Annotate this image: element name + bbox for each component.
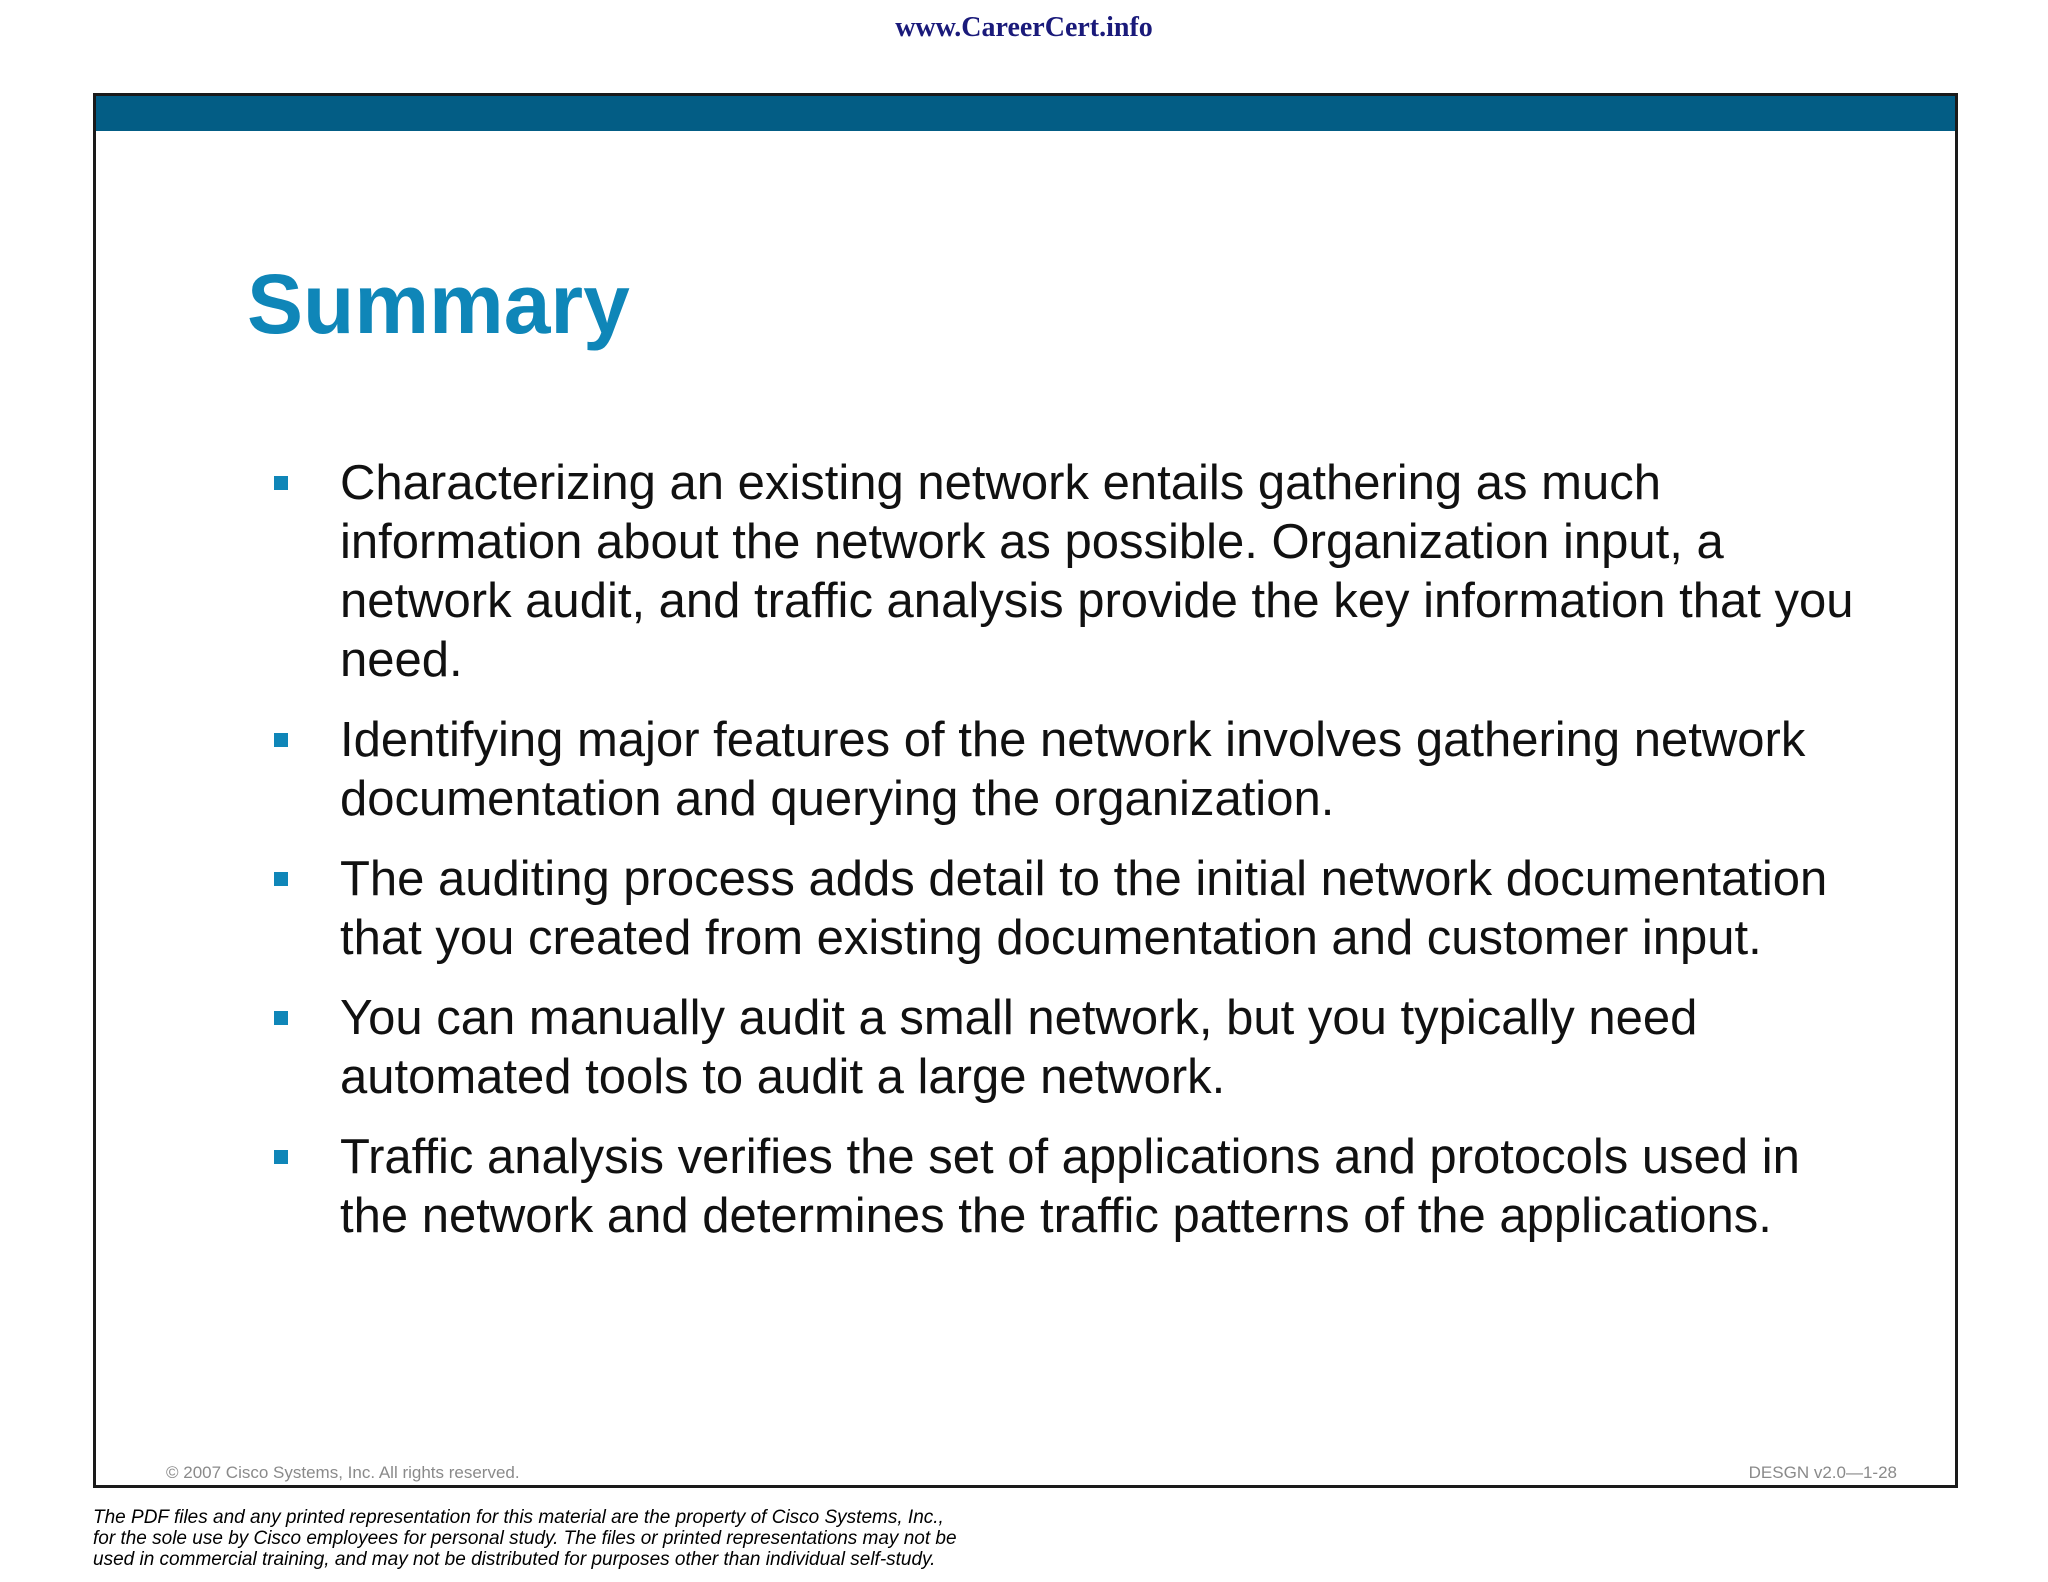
bullet-text: You can manually audit a small network, but you typically need automated tools to audit a large network. — [340, 991, 1698, 1104]
square-bullet-icon — [274, 733, 288, 747]
bullet-list — [274, 454, 1874, 1267]
bullet-item — [274, 1128, 1874, 1246]
site-url[interactable]: www.CareerCert.info — [895, 12, 1153, 43]
bullet-text: Characterizing an existing network entails gathering as much information about the network as possible. Organization input, a network audit, and traffic analysis provide the key information that you need. — [340, 456, 1854, 687]
copyright-notice: © 2007 Cisco Systems, Inc. All rights reserved. — [166, 1463, 520, 1482]
square-bullet-icon — [274, 872, 288, 886]
bullet-item — [274, 711, 1874, 829]
slide-title: Summary — [247, 257, 630, 351]
square-bullet-icon — [274, 1011, 288, 1025]
footer-line: for the sole use by Cisco employees for personal study. The files or printed representations may not be — [93, 1528, 957, 1549]
footer-line: The PDF files and any printed representation for this material are the property of Cisco Systems, Inc., — [93, 1507, 944, 1528]
square-bullet-icon — [274, 476, 288, 490]
footer-line: used in commercial training, and may not be distributed for purposes other than individual self-study. — [93, 1549, 936, 1570]
bullet-text: The auditing process adds detail to the initial network documentation that you created from existing documentation and customer input. — [340, 852, 1828, 965]
bullet-text: Traffic analysis verifies the set of applications and protocols used in the network and determines the traffic patterns of the applications. — [340, 1130, 1800, 1243]
slide-top-bar — [96, 96, 1955, 131]
slide-frame — [93, 93, 1958, 1488]
bullet-text: Identifying major features of the network involves gathering network documentation and querying the organization. — [340, 713, 1806, 826]
square-bullet-icon — [274, 1150, 288, 1164]
bullet-item — [274, 850, 1874, 968]
bullet-item — [274, 989, 1874, 1107]
footer-disclaimer — [93, 1507, 1193, 1570]
bullet-item — [274, 454, 1874, 690]
slide-id: DESGN v2.0—1-28 — [1748, 1463, 1897, 1482]
